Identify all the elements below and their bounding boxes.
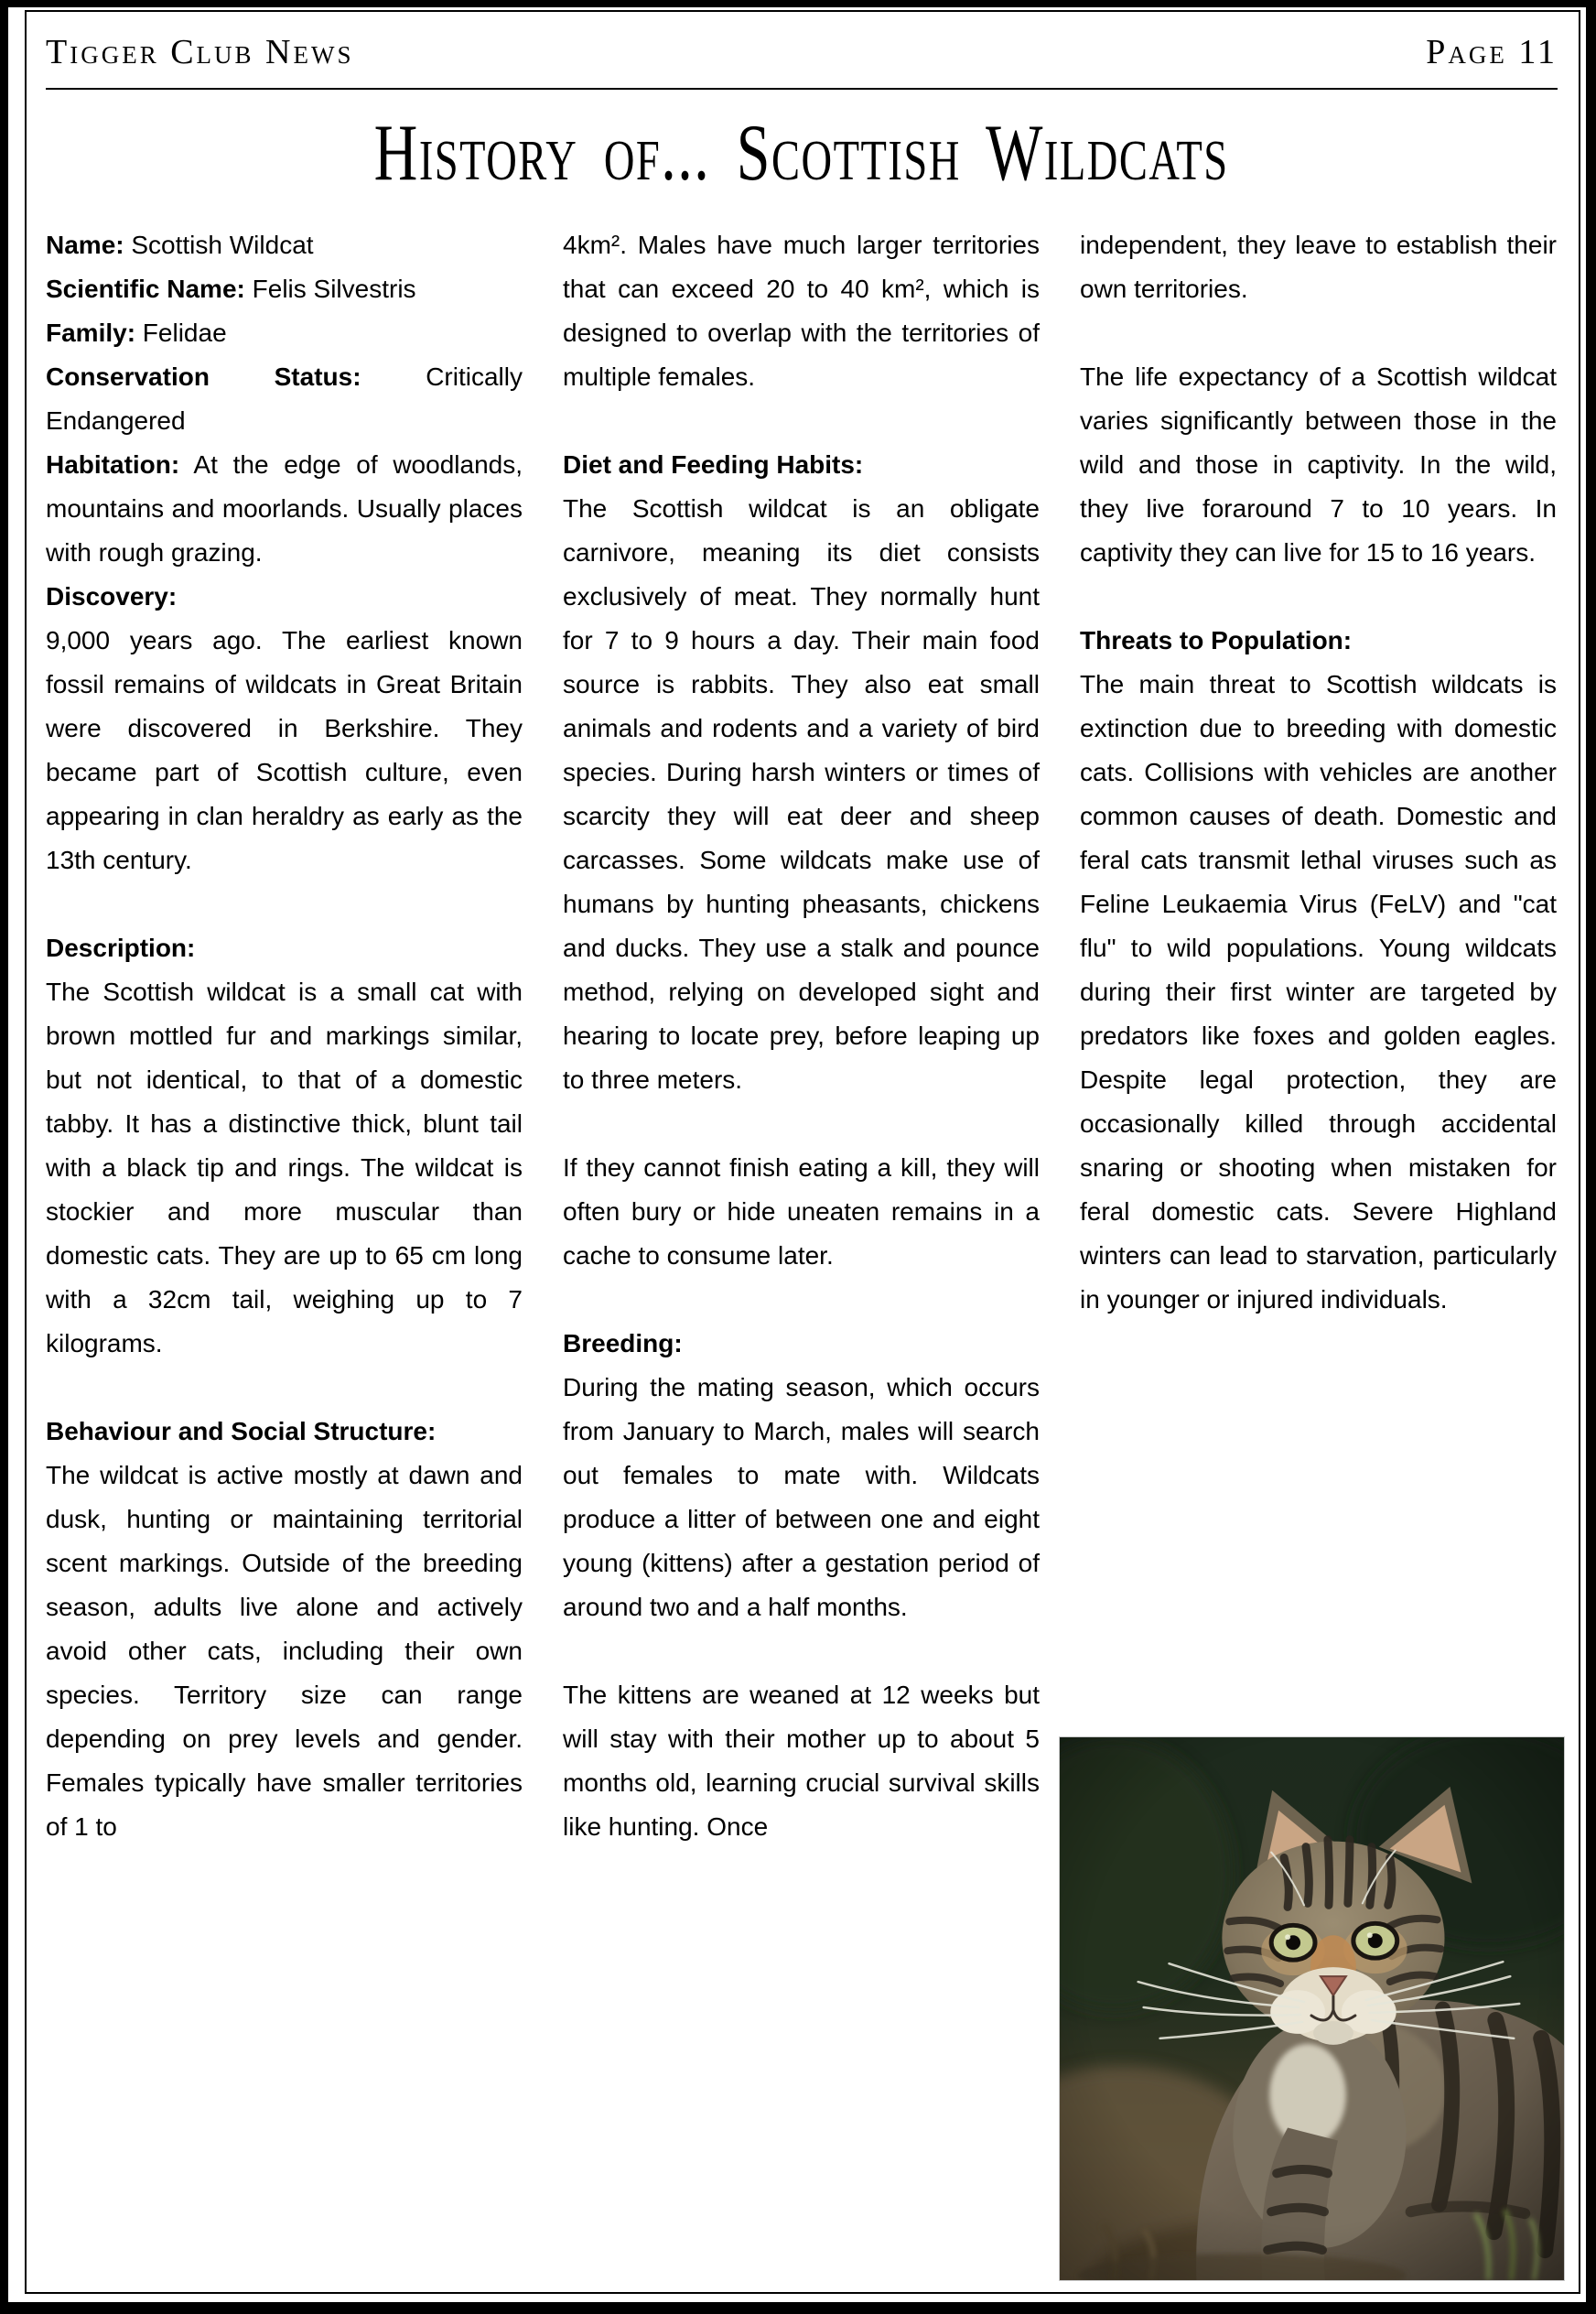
field-label: Conservation Status: bbox=[46, 362, 361, 391]
body-paragraph: The kittens are weaned at 12 weeks but will stay with their mother up to about 5 months old, learning crucial survival skills like hunting. Once bbox=[563, 1681, 1040, 1841]
field-label: Family: bbox=[46, 319, 136, 347]
field-line: Conservation Status: Critically Endangered bbox=[46, 362, 523, 435]
field-label: Habitation: bbox=[46, 450, 180, 479]
page-number: Page 11 bbox=[1426, 33, 1558, 71]
field-line: Habitation: At the edge of woodlands, mountains and moorlands. Usually places with rough grazing. bbox=[46, 450, 523, 567]
field-line: Scientific Name: Felis Silvestris bbox=[46, 275, 416, 303]
wildcat-photo bbox=[1059, 1736, 1565, 2281]
section-heading: Threats to Population: bbox=[1080, 626, 1353, 654]
page-content bbox=[46, 7, 1558, 1849]
body-paragraph: The Scottish wildcat is an obligate carnivore, meaning its diet consists exclusively of meat. They normally hunt for 7 to 9 hours a day. Their main food source is rabbits. They also eat small animals and rodents and a variety of bird species. During harsh winters or times of scarcity they will eat deer and sheep carcasses. Some wildcats make use of humans by hunting pheasants, chickens and ducks. They use a stalk and pounce method, relying on developed sight and hearing to locate prey, before leaping up to three meters. bbox=[563, 494, 1040, 1094]
page-header bbox=[46, 7, 1558, 90]
body-paragraph: The wildcat is active mostly at dawn and dusk, hunting or maintaining territorial scent markings. Outside of the breeding season, adults live alone and actively avoid other cats, including their own species. Territory size can range depending on prey levels and gender. Females typically have smaller territories of 1 to bbox=[46, 1461, 523, 1841]
body-paragraph: independent, they leave to establish their own territories. bbox=[1080, 231, 1557, 303]
section-heading: Discovery: bbox=[46, 582, 178, 611]
body-paragraph: During the mating season, which occurs from January to March, males will search out females to mate with. Wildcats produce a litter of between one and eight young (kittens) after a gestation period of around two and a half months. bbox=[563, 1373, 1040, 1621]
section-heading: Behaviour and Social Structure: bbox=[46, 1417, 437, 1445]
article-title: History of... Scottish Wildcats bbox=[374, 109, 1229, 198]
body-paragraph: If they cannot finish eating a kill, they will often bury or hide uneaten remains in a cache to consume later. bbox=[563, 1153, 1040, 1270]
newsletter-title: Tigger Club News bbox=[46, 33, 354, 71]
column-2 bbox=[563, 223, 1040, 1849]
column-1 bbox=[46, 223, 523, 1849]
body-paragraph: The life expectancy of a Scottish wildcat varies significantly between those in the wild and those in captivity. In the wild, they live foraround 7 to 10 years. In captivity they can live for 15 to 16 years. bbox=[1080, 362, 1557, 567]
field-line: Family: Felidae bbox=[46, 319, 227, 347]
body-paragraph: 4km². Males have much larger territories that can exceed 20 to 40 km², which is designed to overlap with the territories of multiple females. bbox=[563, 231, 1040, 391]
section-heading: Description: bbox=[46, 934, 196, 962]
field-label: Name: bbox=[46, 231, 124, 259]
body-paragraph: The main threat to Scottish wildcats is extinction due to breeding with domestic cats. Collisions with vehicles are another common causes of death. Domestic and feral cats transmit lethal viruses such as Feline Leukaemia Virus (FeLV) and "cat flu" to wild populations. Young wildcats during their first winter are targeted by predators like foxes and golden eagles. Despite legal protection, they are occasionally killed through accidental snaring or shooting when mistaken for feral domestic cats. Severe Highland winters can lead to starvation, particularly in younger or injured individuals. bbox=[1080, 670, 1557, 1314]
section-heading: Diet and Feeding Habits: bbox=[563, 450, 864, 479]
body-paragraph: The Scottish wildcat is a small cat with brown mottled fur and markings similar, but not identical, to that of a domestic tabby. It has a distinctive thick, blunt tail with a black tip and rings. The wildcat is stockier and more muscular than domestic cats. They are up to 65 cm long with a 32cm tail, weighing up to 7 kilograms. bbox=[46, 978, 523, 1357]
field-line: Name: Scottish Wildcat bbox=[46, 231, 314, 259]
wildcat-photo-illustration bbox=[1060, 1737, 1564, 2280]
column-3 bbox=[1080, 223, 1557, 1849]
field-label: Scientific Name: bbox=[46, 275, 245, 303]
body-paragraph: 9,000 years ago. The earliest known fossil remains of wildcats in Great Britain were discovered in Berkshire. They became part of Scottish culture, even appearing in clan heraldry as early as the 13th century. bbox=[46, 626, 523, 874]
article-columns bbox=[46, 223, 1558, 1849]
section-heading: Breeding: bbox=[563, 1329, 683, 1357]
page-sheet bbox=[8, 7, 1586, 2302]
